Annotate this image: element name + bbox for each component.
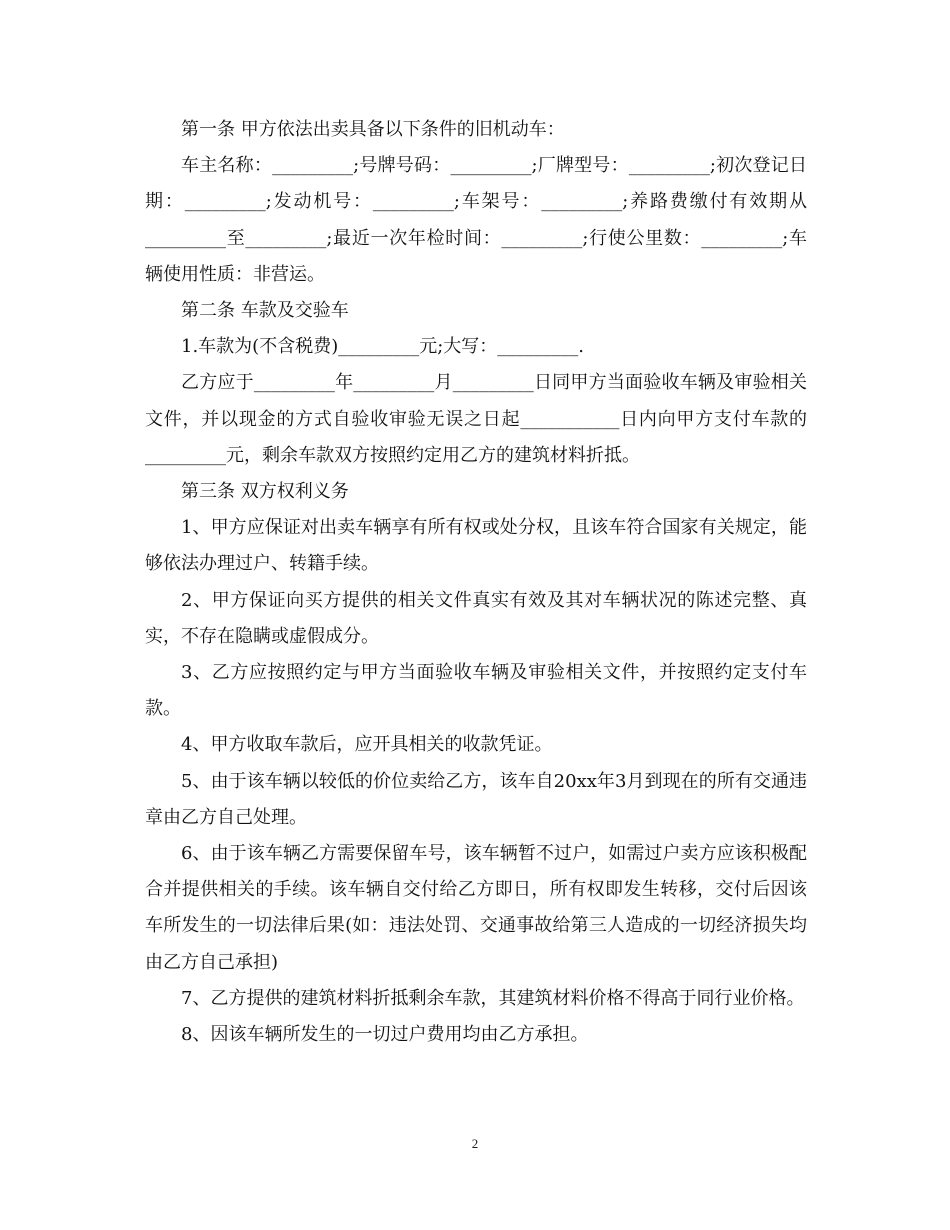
- clause-6: 6、由于该车辆乙方需要保留车号，该车辆暂不过户，如需过户卖方应该积极配合并提供相关的手续。该车辆自交付给乙方即日，所有权即发生转移，交付后因该车所发生的一切法律后果(如：违法处罚、交通事故给第三人造成的一切经济损失均由乙方自己承担): [145, 843, 807, 973]
- clause-5: 5、由于该车辆以较低的价位卖给乙方，该车自20xx年3月到现在的所有交通违章由乙方自己处理。: [145, 770, 807, 828]
- clause-3: 3、乙方应按照约定与甲方当面验收车辆及审验相关文件，并按照约定支付车款。: [145, 662, 807, 720]
- vehicle-details-paragraph: 车主名称：_________;号牌号码：_________;厂牌型号：_________;初次登记日期：_________;发动机号：_________;车架号：_________;养路费缴付有效期从_________至_________;最近一次年检时间：_________;行使公里数：_________;车辆使用性质：非营运。: [145, 155, 807, 285]
- clause-8: 8、因该车辆所发生的一切过户费用均由乙方承担。: [181, 1024, 589, 1046]
- price-paragraph: 1.车款为(不含税费)_________元;大写：_________.: [181, 336, 585, 358]
- document-body: [145, 112, 807, 1053]
- clause-1: 1、甲方应保证对出卖车辆享有所有权或处分权，且该车符合国家有关规定，能够依法办理过户、转籍手续。: [145, 517, 807, 575]
- article-1-heading: 第一条 甲方依法出卖具备以下条件的旧机动车：: [181, 119, 565, 140]
- payment-paragraph: 乙方应于_________年_________月_________日同甲方当面验收车辆及审验相关文件，并以现金的方式自验收审验无误之日起___________日内向甲方支付车款的_________元，剩余车款双方按照约定用乙方的建筑材料折抵。: [145, 372, 807, 466]
- article-2-heading: 第二条 车款及交验车: [181, 300, 349, 322]
- page-number: 2: [471, 1136, 479, 1151]
- clause-2: 2、甲方保证向买方提供的相关文件真实有效及其对车辆状况的陈述完整、真实，不存在隐瞒或虚假成分。: [145, 589, 807, 647]
- clause-4: 4、甲方收取车款后，应开具相关的收款凭证。: [181, 734, 553, 756]
- clause-7: 7、乙方提供的建筑材料折抵剩余车款，其建筑材料价格不得高于同行业价格。: [181, 987, 805, 1009]
- article-3-heading: 第三条 双方权利义务: [181, 481, 349, 503]
